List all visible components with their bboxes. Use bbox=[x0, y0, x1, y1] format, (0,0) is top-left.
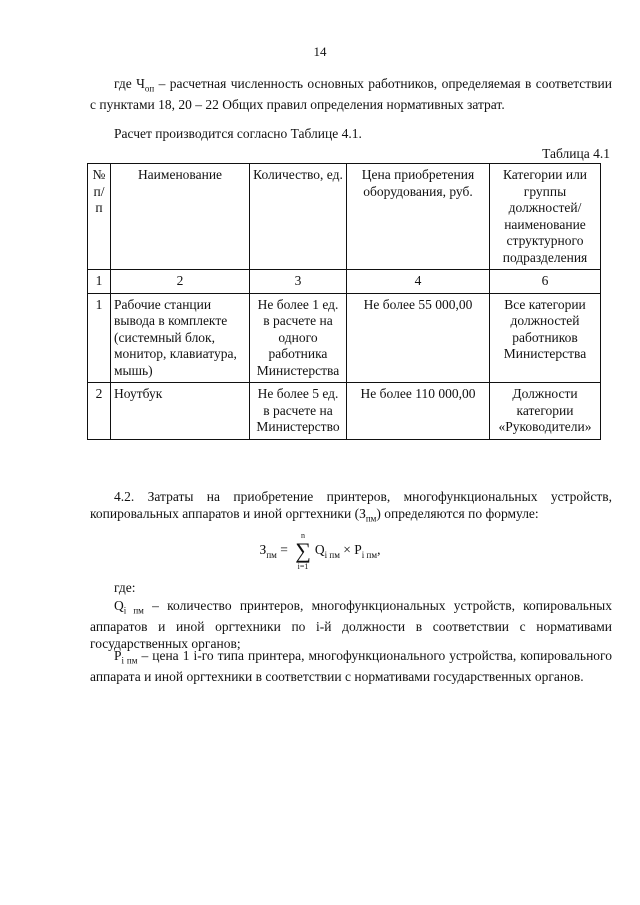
sum-sign: n ∑ i=1 bbox=[295, 531, 311, 571]
definition-text: – цена 1 i-го типа принтера, многофункционального устройства, копировального аппарата и иной оргтехники в соответствии с нормативами государственных органов. bbox=[90, 648, 613, 685]
price-cell: Не более 55 000,00 bbox=[347, 293, 490, 383]
header-cell: № п/п bbox=[88, 164, 111, 270]
number-cell: 2 bbox=[111, 270, 250, 294]
name-cell: Ноутбук bbox=[111, 383, 250, 440]
section-text: 4.2. Затраты на приобретение принтеров, многофункциональных устройств, копировальных аппаратов и иной оргтехники (З bbox=[90, 489, 612, 521]
number-cell: 1 bbox=[88, 270, 111, 294]
header-cell: Наименование bbox=[111, 164, 250, 270]
formula-q: Q bbox=[314, 542, 325, 558]
table-caption: Таблица 4.1 bbox=[542, 146, 610, 161]
formula-p: P bbox=[354, 542, 362, 558]
category-cell: Должности категории «Руководители» bbox=[490, 383, 601, 440]
intro-text-rest: – расчетная численность основных работников, определяемая в соответствии с пунктами 18, 20 – 22 Общих правил определения нормативных затрат. bbox=[90, 76, 612, 113]
formula bbox=[0, 531, 640, 571]
definition-sub: i пм bbox=[121, 655, 138, 666]
formula-eq: = bbox=[276, 542, 292, 558]
formula-p-sub: i пм bbox=[361, 549, 378, 560]
formula-times: × bbox=[339, 542, 355, 558]
quantity-cell: Не более 5 ед. в расчете на Министерство bbox=[250, 383, 347, 440]
formula-lhs-sub: пм bbox=[266, 549, 277, 560]
section-4-2-paragraph bbox=[90, 489, 612, 527]
formula-end: , bbox=[377, 542, 381, 558]
header-cell: Категории или группы должностей/наименование структурного подразделения bbox=[490, 164, 601, 270]
intro-text-start: где Ч bbox=[114, 76, 145, 91]
quantity-cell: Не более 1 ед. в расчете на одного работника Министерства bbox=[250, 293, 347, 383]
table-row bbox=[88, 383, 601, 440]
equipment-table bbox=[87, 163, 601, 440]
price-cell: Не более 110 000,00 bbox=[347, 383, 490, 440]
intro-paragraph bbox=[90, 76, 612, 114]
section-tail: ) определяются по формуле: bbox=[376, 505, 539, 521]
section-sub: пм bbox=[365, 513, 377, 524]
number-cell: 6 bbox=[490, 270, 601, 294]
definition-text: – количество принтеров, многофункциональных устройств, копировальных аппаратов и иной оргтехники по i-й должности в соответствии с нормативами государственных органов; bbox=[90, 598, 613, 651]
category-cell: Все категории должностей работников Министерства bbox=[490, 293, 601, 383]
definition-q bbox=[90, 598, 612, 652]
definition-p bbox=[90, 648, 612, 686]
header-cell: Цена приобретения оборудования, руб. bbox=[347, 164, 490, 270]
header-cell: Количество, ед. bbox=[250, 164, 347, 270]
formula-lhs: З bbox=[259, 542, 267, 558]
where-label bbox=[90, 580, 612, 597]
where-text: где: bbox=[114, 580, 136, 595]
row-number-cell: 2 bbox=[88, 383, 111, 440]
calc-note bbox=[90, 126, 612, 143]
sum-upper-limit: n bbox=[301, 531, 306, 540]
page-number: 14 bbox=[313, 44, 327, 59]
table-header-row bbox=[88, 164, 601, 270]
intro-sub: оп bbox=[144, 83, 155, 94]
definition-sub: i пм bbox=[123, 605, 144, 616]
table-number-row bbox=[88, 270, 601, 294]
sum-lower-limit: i=1 bbox=[297, 562, 309, 571]
table-row bbox=[88, 293, 601, 383]
number-cell: 3 bbox=[250, 270, 347, 294]
definition-symbol: P bbox=[114, 648, 122, 663]
formula-q-sub: i пм bbox=[324, 549, 340, 560]
name-cell: Рабочие станции вывода в комплекте (системный блок, монитор, клавиатура, мышь) bbox=[111, 293, 250, 383]
calc-note-text: Расчет производится согласно Таблице 4.1. bbox=[114, 126, 362, 141]
definition-symbol: Q bbox=[114, 598, 124, 613]
number-cell: 4 bbox=[347, 270, 490, 294]
row-number-cell: 1 bbox=[88, 293, 111, 383]
